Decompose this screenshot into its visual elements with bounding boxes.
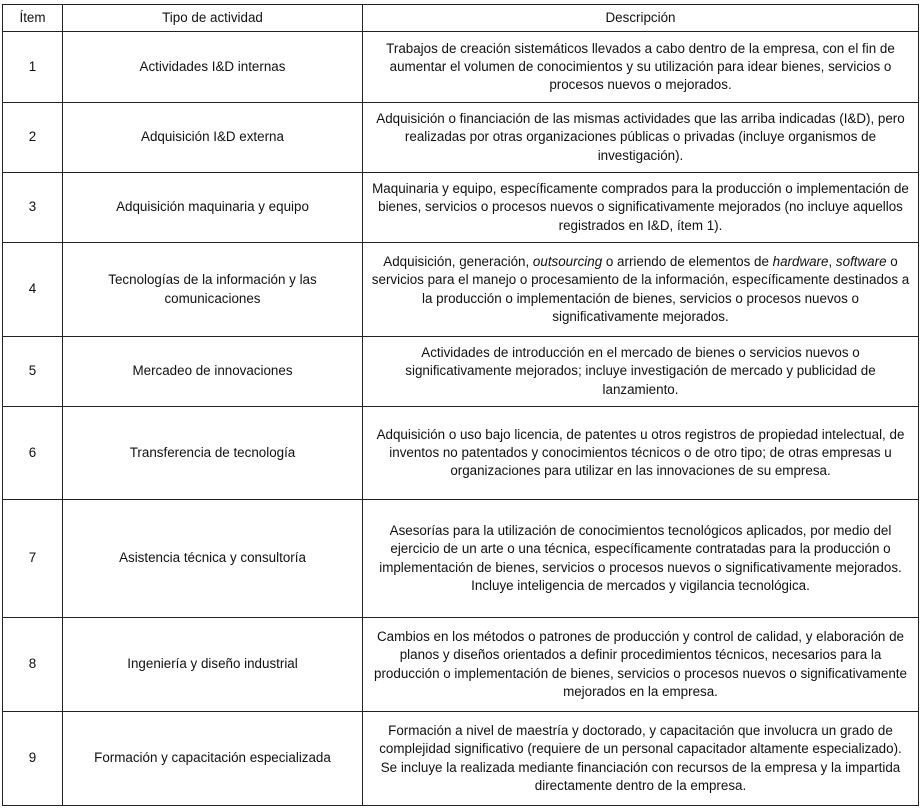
item-number: 3 xyxy=(3,173,63,243)
desc-text: , xyxy=(828,254,836,270)
activity-description xyxy=(363,243,919,337)
activity-type: Mercadeo de innovaciones xyxy=(63,337,363,407)
table-row xyxy=(3,243,919,337)
item-number: 1 xyxy=(3,32,63,103)
table-row xyxy=(3,500,919,618)
header-activity-type: Tipo de actividad xyxy=(63,5,363,32)
header-item: Ítem xyxy=(3,5,63,32)
item-number: 4 xyxy=(3,243,63,337)
activity-type: Adquisición maquinaria y equipo xyxy=(63,173,363,243)
activity-description: Actividades de introducción en el mercado de bienes o servicios nuevos o significativamente mejorados; incluye investigación de mercado y publicidad de lanzamiento. xyxy=(363,337,919,407)
item-number: 8 xyxy=(3,618,63,712)
activity-type: Actividades I&D internas xyxy=(63,32,363,103)
item-number: 7 xyxy=(3,500,63,618)
activity-description: Maquinaria y equipo, específicamente comprados para la producción o implementación de bienes, servicios o procesos nuevos o significativamente mejorados (no incluye aquellos registrados en I&D, ítem 1). xyxy=(363,173,919,243)
activity-description: Formación a nivel de maestría y doctorado, y capacitación que involucra un grado de complejidad significativo (requiere de un personal capacitador altamente especializado). Se incluye la realizada mediante financiación con recursos de la empresa y la impartida directamente dentro de la empresa. xyxy=(363,712,919,806)
desc-text: o servicios para el manejo o procesamiento de la información, específicamente destinados a la producción o implementación de bienes, servicios o procesos nuevos o significativamente mejorados. xyxy=(371,254,910,324)
activities-table-container xyxy=(2,4,919,806)
activity-type: Tecnologías de la información y las comunicaciones xyxy=(63,243,363,337)
table-row xyxy=(3,173,919,243)
item-number: 5 xyxy=(3,337,63,407)
desc-italic-term: outsourcing xyxy=(532,254,603,270)
activity-type: Adquisición I&D externa xyxy=(63,103,363,173)
item-number: 6 xyxy=(3,407,63,500)
table-row xyxy=(3,712,919,806)
desc-text: Adquisición, generación, xyxy=(383,254,533,270)
table-header-row xyxy=(3,5,919,32)
header-description: Descripción xyxy=(363,5,919,32)
table-row xyxy=(3,32,919,103)
activity-type: Transferencia de tecnología xyxy=(63,407,363,500)
activity-type: Ingeniería y diseño industrial xyxy=(63,618,363,712)
activity-description: Cambios en los métodos o patrones de producción y control de calidad, y elaboración de planos y diseños orientados a definir procedimientos técnicos, necesarios para la producción o implementación de bienes, servicios o procesos nuevos o significativamente mejorados en la empresa. xyxy=(363,618,919,712)
item-number: 2 xyxy=(3,103,63,173)
activity-description: Adquisición o financiación de las mismas actividades que las arriba indicadas (I&D), pero realizadas por otras organizaciones públicas o privadas (incluye organismos de investigación). xyxy=(363,103,919,173)
table-row xyxy=(3,337,919,407)
desc-italic-term: software xyxy=(835,254,887,270)
desc-italic-term: hardware xyxy=(772,254,829,270)
activity-description: Adquisición o uso bajo licencia, de patentes u otros registros de propiedad intelectual, de inventos no patentados y conocimientos técnicos o de otro tipo; de otras empresas u organizaciones para utilizar en las innovaciones de su empresa. xyxy=(363,407,919,500)
item-number: 9 xyxy=(3,712,63,806)
activity-type: Asistencia técnica y consultoría xyxy=(63,500,363,618)
table-row xyxy=(3,407,919,500)
activity-description: Trabajos de creación sistemáticos llevados a cabo dentro de la empresa, con el fin de aumentar el volumen de conocimientos y su utilización para idear bienes, servicios o procesos nuevos o mejorados. xyxy=(363,32,919,103)
desc-text: o arriendo de elementos de xyxy=(602,254,773,270)
table-row xyxy=(3,618,919,712)
activity-type: Formación y capacitación especializada xyxy=(63,712,363,806)
innovation-activities-table xyxy=(2,4,919,806)
table-row xyxy=(3,103,919,173)
activity-description: Asesorías para la utilización de conocimientos tecnológicos aplicados, por medio del ejercicio de un arte o una técnica, específicamente contratadas para la producción o implementación de bienes, servicios o procesos nuevos o significativamente mejorados. Incluye inteligencia de mercados y vigilancia tecnológica. xyxy=(363,500,919,618)
